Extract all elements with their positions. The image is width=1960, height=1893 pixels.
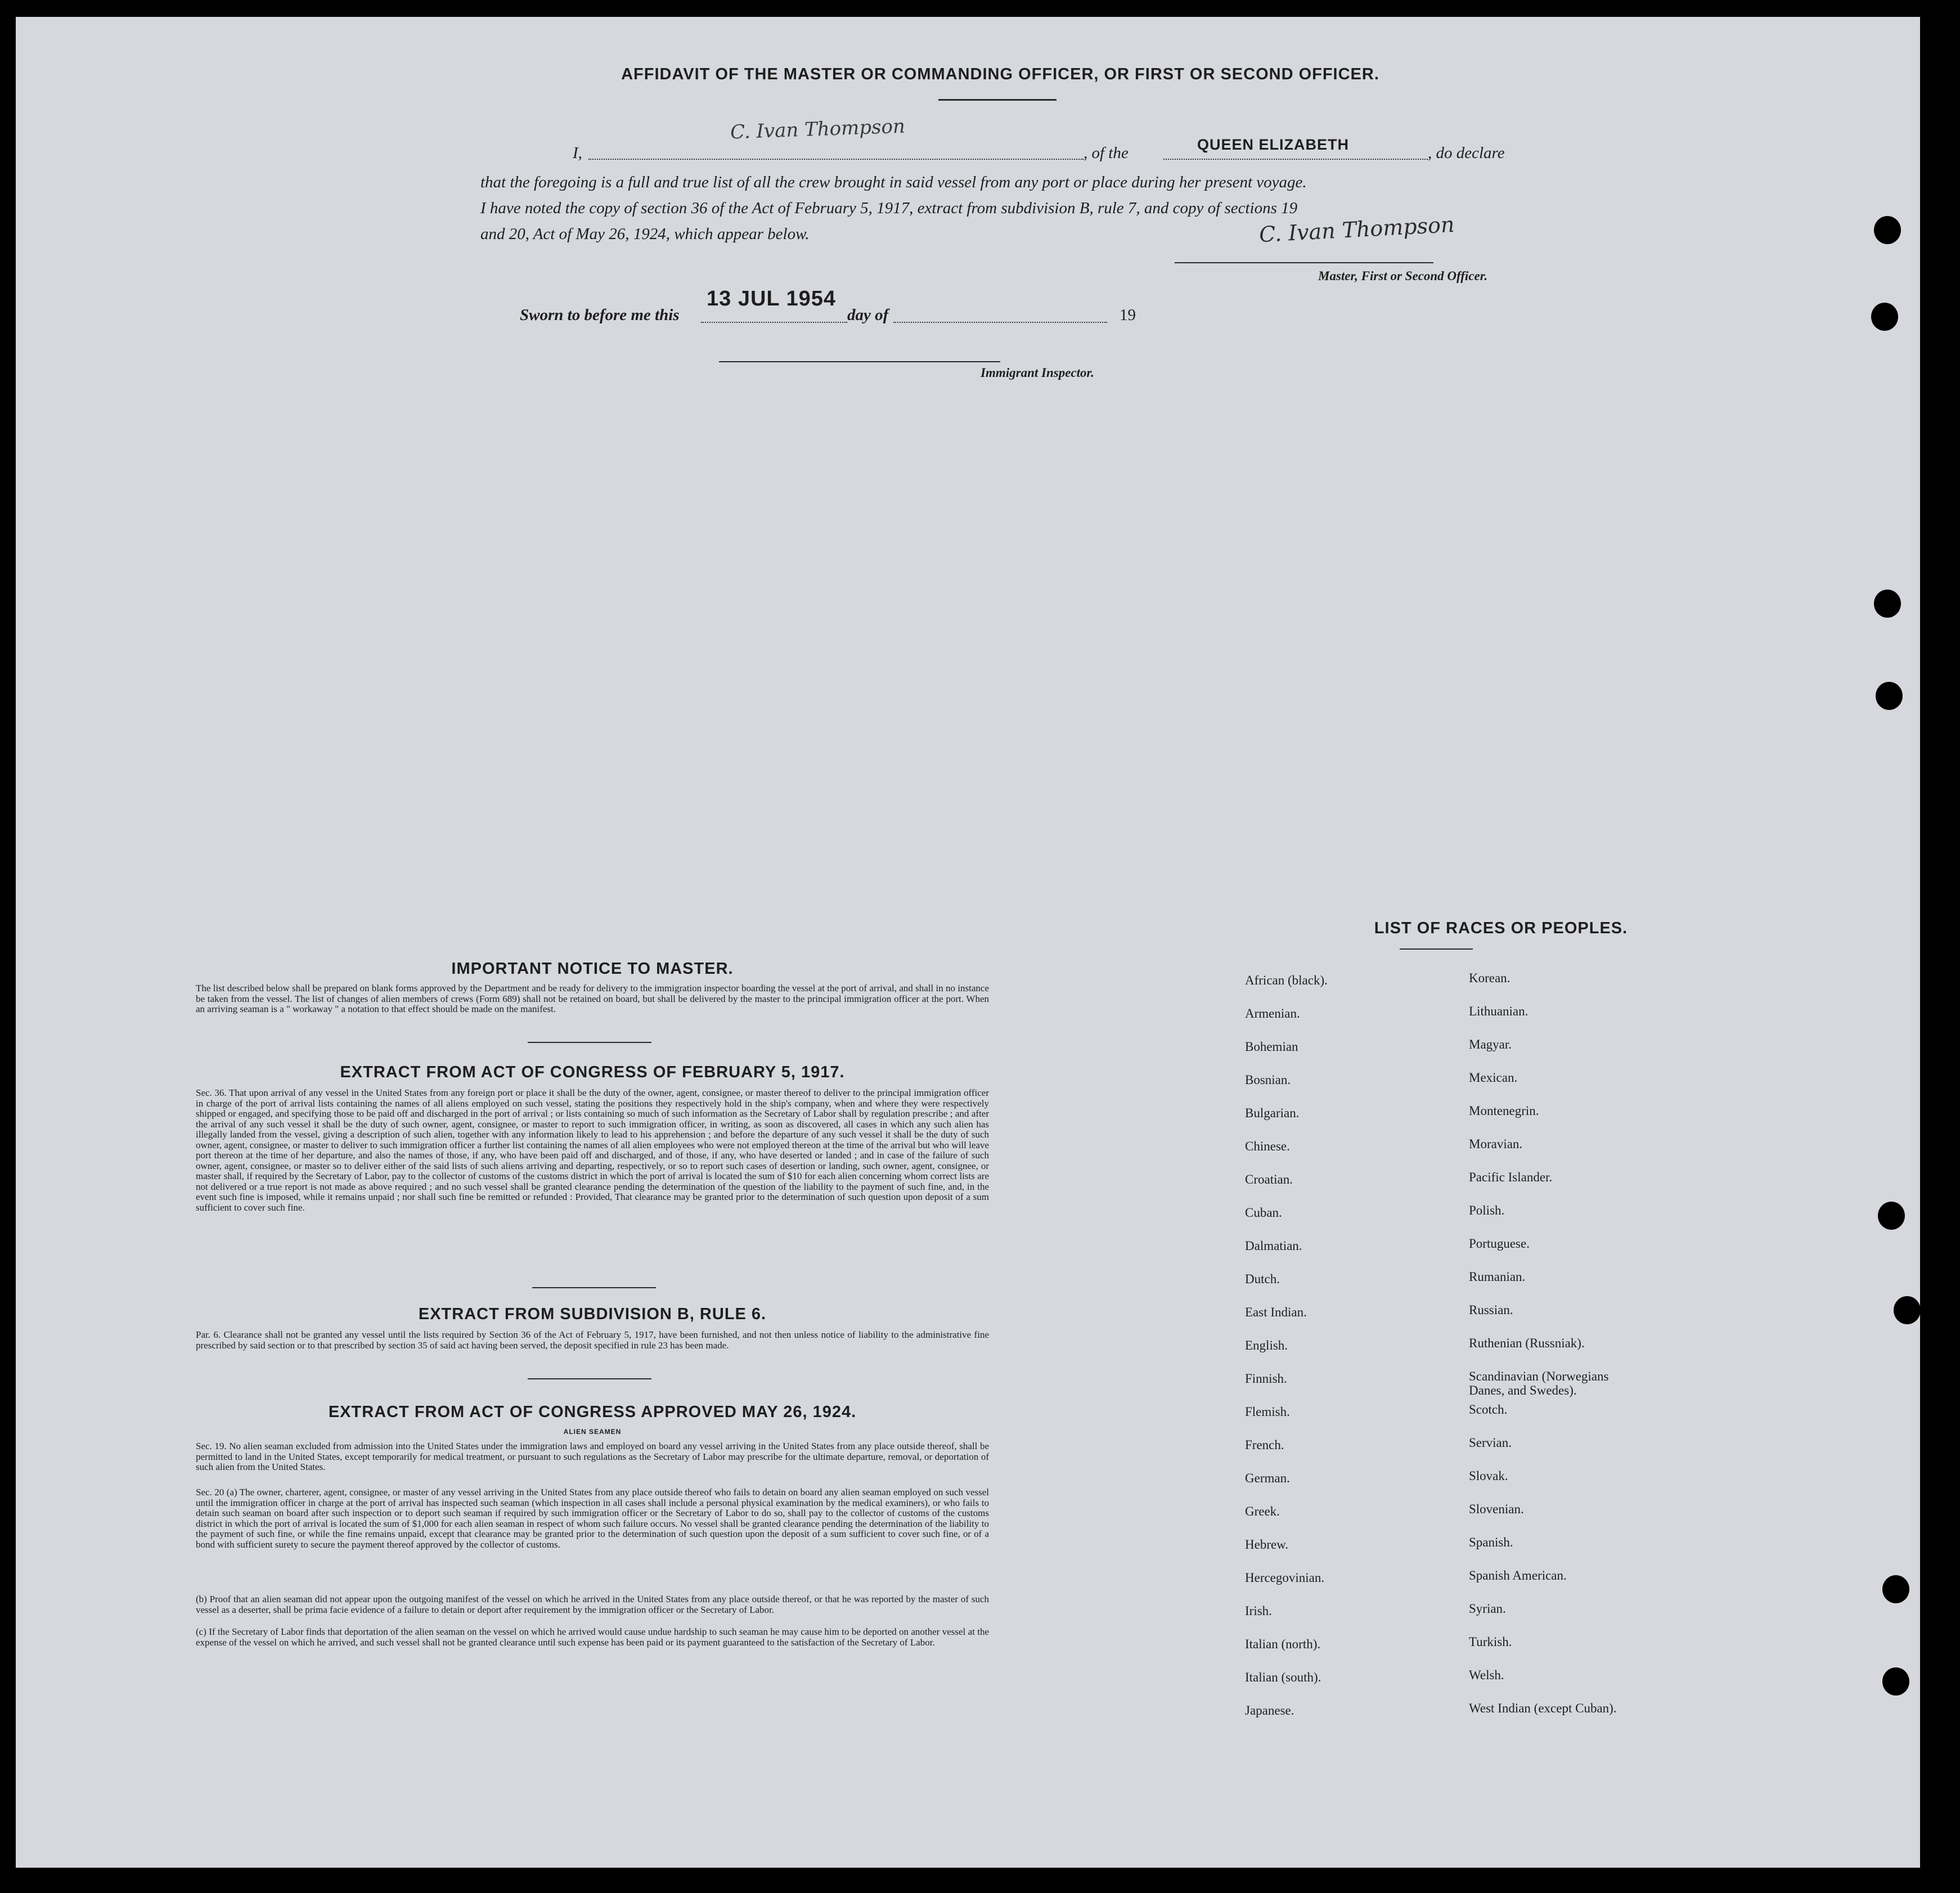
race-item: African (black). (1245, 973, 1328, 987)
race-item: Spanish. (1469, 1535, 1513, 1549)
race-item: French. (1245, 1438, 1284, 1452)
race-item: West Indian (except Cuban). (1469, 1701, 1617, 1715)
race-item: Hercegovinian. (1245, 1571, 1325, 1585)
extract-1924-title: EXTRACT FROM ACT OF CONGRESS APPROVED MAY 26, 1924. (328, 1403, 857, 1421)
race-item: Dalmatian. (1245, 1239, 1302, 1253)
vessel-name: QUEEN ELIZABETH (1197, 136, 1350, 153)
race-item: Flemish. (1245, 1405, 1290, 1419)
races-title-underline (1400, 948, 1473, 950)
race-item: Croatian. (1245, 1172, 1293, 1186)
extract-1917-text: Sec. 36. That upon arrival of any vessel in the United States from any foreign port or place it shall be the duty of the owner, agent, consignee, or master thereof to deliver to the principal immigration officer in charge of the port of arrival lists containing the names of all aliens employed on such vessel, stating the positions they respectively hold in the ship's company, when and where they were respectively shipped or engaged, and specifying those to be paid off and discharged in the port of arrival ; or lists containing so much of such information as the Secretary of Labor shall by regulation prescribe ; and after the arrival of any such vessel it shall be the duty of such owner, agent, consignee, or master to report to such immigration officer, in writing, as soon as discovered, all cases in which any such alien has illegally landed from the vessel, giving a description of such alien, together with any information likely to lead to his apprehension ; and before the departure of any such vessel it shall be the duty of such owner, agent, consignee, or master to deliver to such immigration officer a further list containing the names of all alien employees who were not employed thereon at the time of the arrival but who will leave port thereon at the time of her departure, and also the names of those, if any, who have been paid off and discharged, and of those, if any, who have deserted or landed ; and in case of the failure of such owner, agent, consignee, or master so to deliver either of the said lists of such aliens arriving and departing, respectively, or so to report such cases of desertion or landing, such owner, agent, consignee, or master shall, if required by the Secretary of Labor, pay to the collector of customs of the customs district in which the port of arrival is located the sum of $10 for each alien concerning whom correct lists are not delivered or a true report is not made as above required ; and no such vessel shall be granted clearance pending the determination of the question of the liability to the payment of such fine, and, in the event such fine is imposed, while it remains unpaid ; nor shall such fine be remitted or refunded : Provided, That clearance may be granted prior to the determination of such question upon deposit of a sum sufficient to cover such fine. (196, 1087, 989, 1213)
document-page (16, 17, 1920, 1868)
punch-hole (1894, 1296, 1921, 1324)
sec20b-text: (b) Proof that an alien seaman did not appear upon the outgoing manifest of the vessel on which he arrived in the United States from any place outside thereof, or that he was reported by the master of such vessel as a deserter, shall be prima facie evidence of a failure to detain or deport after requirement by the immigration officer or the Secretary of Labor. (196, 1594, 989, 1615)
divider (528, 1378, 651, 1379)
race-item: Servian. (1469, 1436, 1512, 1450)
race-item: Cuban. (1245, 1206, 1282, 1220)
races-title: LIST OF RACES OR PEOPLES. (1374, 919, 1628, 937)
punch-hole (1878, 1202, 1905, 1230)
race-item: Armenian. (1245, 1006, 1300, 1020)
race-item: Russian. (1469, 1303, 1513, 1317)
master-caption: Master, First or Second Officer. (1318, 269, 1488, 283)
sec20c-text: (c) If the Secretary of Labor finds that deportation of the alien seaman on the vessel on which he arrived would cause undue hardship to such seaman he may cause him to be deported on another vessel at the expense of the vessel on which he arrived, and such vessel shall not be granted clearance until such expense has been paid or its payment guaranteed to the satisfaction of the Secretary of Labor. (196, 1626, 989, 1648)
affidavit-line-3: I have noted the copy of section 36 of the Act of February 5, 1917, extract from subdivision B, rule 7, and copy of sections 19 (480, 199, 1298, 217)
inspector-caption: Immigrant Inspector. (981, 366, 1094, 380)
i-label: I, (573, 144, 582, 162)
race-item: Slovenian. (1469, 1502, 1524, 1516)
race-item: Italian (north). (1245, 1637, 1321, 1651)
race-item: Irish. (1245, 1604, 1272, 1618)
race-item: German. (1245, 1471, 1290, 1485)
extract-rule6-text: Par. 6. Clearance shall not be granted any vessel until the lists required by Section 36 of the Act of February 5, 1917, have been furnished, and not then unless notice of liability to the administrative fine prescribed by said section or to that prescribed by section 35 of said act having been served, the deposit specified in rule 23 has been made. (196, 1329, 989, 1351)
sworn-label: Sworn to before me this (520, 306, 680, 324)
race-item: Japanese. (1245, 1703, 1294, 1717)
race-item: Korean. (1469, 971, 1511, 985)
race-item: Polish. (1469, 1203, 1505, 1217)
divider (532, 1287, 656, 1288)
month-blank (893, 322, 1107, 323)
race-item: Bohemian (1245, 1040, 1298, 1054)
race-item: Rumanian. (1469, 1270, 1526, 1284)
signatory-handwritten: C. Ivan Thompson (730, 115, 906, 144)
notice-title: IMPORTANT NOTICE TO MASTER. (451, 960, 734, 978)
race-item: Syrian. (1469, 1602, 1506, 1616)
race-item: Lithuanian. (1469, 1004, 1529, 1018)
race-item: Pacific Islander. (1469, 1170, 1553, 1184)
punch-hole (1871, 303, 1898, 331)
punch-hole (1874, 590, 1901, 618)
race-item: Portuguese. (1469, 1236, 1530, 1251)
title-underline (938, 99, 1057, 101)
extract-1924-subtitle: ALIEN SEAMEN (563, 1428, 622, 1436)
do-declare-label: , do declare (1428, 144, 1505, 162)
day-of-label: day of (847, 306, 889, 324)
year-label: 19 (1120, 306, 1136, 324)
divider (528, 1042, 651, 1043)
master-signature: C. Ivan Thompson (1258, 212, 1455, 248)
affidavit-title: AFFIDAVIT OF THE MASTER OR COMMANDING OFFICER, OR FIRST OR SECOND OFFICER. (621, 65, 1379, 83)
signature-line (1175, 262, 1433, 263)
sworn-date-blank (701, 322, 847, 323)
sworn-stamp: 13 JUL 1954 (707, 287, 837, 311)
race-item: English. (1245, 1338, 1288, 1352)
extract-rule6-title: EXTRACT FROM SUBDIVISION B, RULE 6. (418, 1305, 767, 1323)
race-item: Spanish American. (1469, 1568, 1567, 1582)
race-item: Ruthenian (Russniak). (1469, 1336, 1585, 1350)
affidavit-line-2: that the foregoing is a full and true list of all the crew brought in said vessel from any port or place during her present voyage. (480, 173, 1307, 191)
inspector-signature-line (719, 361, 1000, 362)
race-item: Finnish. (1245, 1372, 1287, 1386)
race-item: East Indian. (1245, 1305, 1307, 1319)
race-item: Welsh. (1469, 1668, 1504, 1682)
of-the-label: , of the (1084, 144, 1129, 162)
race-item: Dutch. (1245, 1272, 1280, 1286)
race-item: Scandinavian (Norwegians Danes, and Swedes). (1469, 1369, 1609, 1397)
sec19-text: Sec. 19. No alien seaman excluded from admission into the United States under the immigration laws and employed on board any vessel arriving in the United States from any place outside thereof, shall be permitted to land in the United States, except temporarily for medical treatment, or pursuant to such regulations as the Secretary of Labor may prescribe for the ultimate departure, removal, or deportation of such alien from the United States. (196, 1441, 989, 1472)
race-item: Hebrew. (1245, 1537, 1289, 1552)
extract-1917-title: EXTRACT FROM ACT OF CONGRESS OF FEBRUARY 5, 1917. (340, 1063, 845, 1081)
notice-text: The list described below shall be prepared on blank forms approved by the Department and be ready for delivery to the immigration inspector boarding the vessel at the port of arrival, and shall in no instance be taken from the vessel. The list of changes of alien members of crews (Form 689) shall not be retained on board, but shall be delivered by the master to the principal immigration officer at the port. When an arriving seaman is a " workaway " a notation to that effect should be made on the manifest. (196, 983, 989, 1014)
race-item: Greek. (1245, 1504, 1280, 1518)
race-item: Scotch. (1469, 1402, 1508, 1417)
race-item: Magyar. (1469, 1037, 1512, 1051)
sec20a-text: Sec. 20 (a) The owner, charterer, agent, consignee, or master of any vessel arriving in the United States from any place outside thereof who fails to detain on board any alien seaman employed on such vessel until the immigration officer in charge at the port of arrival has inspected such seaman (which inspection in all cases shall include a personal physical examination by the medical examiners), or who fails to detain such seaman on board after such inspection or to deport such seaman if required by such immigration officer or the Secretary of Labor to do so, shall pay to the collector of customs of the customs district in which the port of arrival is located the sum of $1,000 for each alien seaman in respect of whom such failure occurs. No vessel shall be granted clearance pending the determination of the liability to the payment of such fine, or while the fine remains unpaid, except that clearance may be granted prior to the determination of such question upon the deposit of a sum sufficient to cover such fine, or of a bond with sufficient surety to secure the payment thereof approved by the collector of customs. (196, 1487, 989, 1550)
signatory-blank (588, 159, 1084, 160)
race-item: Italian (south). (1245, 1670, 1321, 1684)
vessel-blank (1163, 159, 1428, 160)
affidavit-line-4: and 20, Act of May 26, 1924, which appear below. (480, 225, 810, 243)
punch-hole (1876, 682, 1903, 710)
punch-hole (1874, 216, 1901, 244)
race-item: Moravian. (1469, 1137, 1523, 1151)
race-item: Montenegrin. (1469, 1104, 1539, 1118)
race-item: Slovak. (1469, 1469, 1508, 1483)
race-item: Bulgarian. (1245, 1106, 1300, 1120)
punch-hole (1882, 1667, 1909, 1696)
race-item: Turkish. (1469, 1635, 1512, 1649)
race-item: Chinese. (1245, 1139, 1290, 1153)
race-item: Mexican. (1469, 1071, 1518, 1085)
punch-hole (1882, 1575, 1909, 1603)
race-item: Bosnian. (1245, 1073, 1291, 1087)
